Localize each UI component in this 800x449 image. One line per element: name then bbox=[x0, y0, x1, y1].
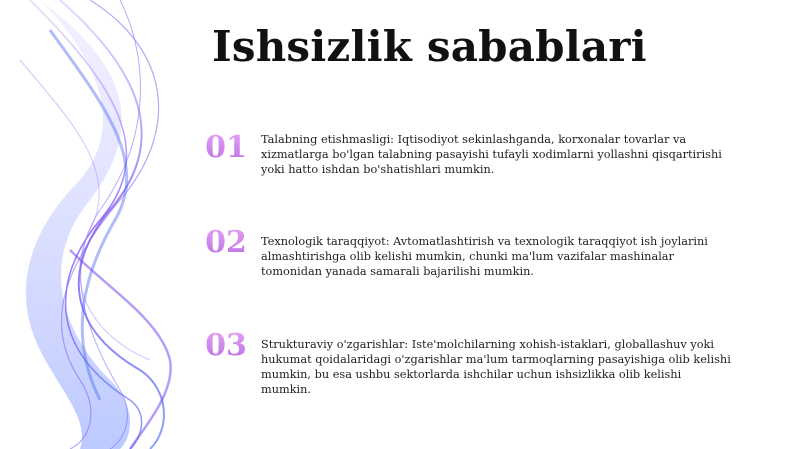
slide-title: Ishsizlik sabablari bbox=[212, 22, 647, 71]
item-number-01: 01 bbox=[196, 130, 256, 165]
item-text-02: Texnologik taraqqiyot: Avtomatlashtirish va texnologik taraqqiyot ish joylarini almashtirishga olib kelishi mumkin, chunki ma'lum vazifalar mashinalar tomonidan yanada samarali bajarilishi mumkin. bbox=[261, 235, 708, 278]
item-number-03: 03 bbox=[196, 328, 256, 363]
item-text-03: Strukturaviy o'zgarishlar: Iste'molchilarning xohish-istaklari, globallashuv yoki hukumat qoidalaridagi o'zgarishlar ma'lum tarmoqlarning pasayishiga olib kelishi mumkin, bu esa ushbu sektorlarda ishchilar uchun ishsizlikka olib kelishi mumkin. bbox=[261, 338, 731, 396]
item-text-01: Talabning etishmasligi: Iqtisodiyot sekinlashganda, korxonalar tovarlar va xizmatlarga bo'lgan talabning pasayishi tufayli xodimlarni yollashni qisqartirishi yoki hatto ishdan bo'shatishlari mumkin. bbox=[261, 133, 722, 176]
item-number-02: 02 bbox=[196, 225, 256, 260]
purple-smoke-decoration bbox=[0, 0, 210, 449]
